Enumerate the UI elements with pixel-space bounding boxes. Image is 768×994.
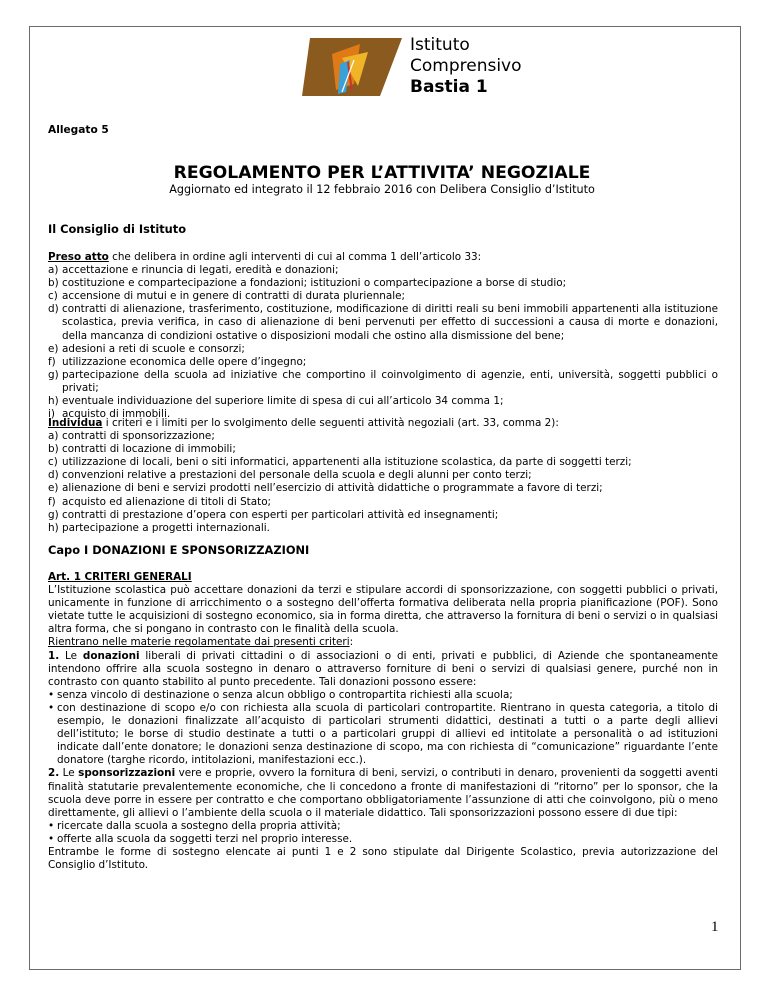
- bullet-icon: •: [48, 688, 55, 701]
- art1-p1-number: 1.: [48, 649, 60, 662]
- art1-heading: Art. 1 CRITERI GENERALI: [48, 571, 192, 583]
- list-item-text: adesioni a reti di scuole e consorzi;: [62, 342, 245, 355]
- art1-p1-bullets: [48, 689, 718, 768]
- list-marker: f): [48, 495, 56, 508]
- list-item-text: acquisto di immobili.: [62, 408, 171, 421]
- logo-line-1: Istituto: [410, 35, 470, 55]
- art1-section: [48, 571, 718, 872]
- preso-atto-list: [48, 264, 718, 421]
- list-item: [48, 469, 718, 482]
- list-item: [48, 290, 718, 303]
- list-marker: h): [48, 395, 59, 408]
- individua-text: i criteri e i limiti per lo svolgimento delle seguenti attività negoziali (art. 33, comma 2):: [102, 417, 559, 429]
- school-logo: [300, 32, 630, 102]
- capo-heading: Capo I DONAZIONI E SPONSORIZZAZIONI: [48, 543, 310, 557]
- bullet-item: [48, 689, 718, 702]
- list-item-text: utilizzazione di locali, beni o siti informatici, appartenenti alla istituzione scolastica, da parte di soggetti terzi;: [62, 456, 632, 469]
- list-marker: f): [48, 355, 56, 368]
- art1-p2-bullets: [48, 820, 718, 846]
- list-marker: g): [48, 368, 59, 381]
- consiglio-heading: Il Consiglio di Istituto: [48, 222, 187, 236]
- list-item: [48, 356, 718, 369]
- list-item-text: contratti di alienazione, trasferimento, costituzione, modificazione di diritti reali su beni immobili appartenenti alla istituzione scolastica, previa verifica, in caso di alienazione di beni pervenuti per effetto di successioni a causa di morte e donazioni, della mancanza di condizioni ostative o disposizioni modali che ostino alla dismissione del bene;: [62, 303, 718, 342]
- document-subtitle: Aggiornato ed integrato il 12 febbraio 2016 con Delibera Consiglio d’Istituto: [169, 183, 595, 196]
- art1-intro: L’Istituzione scolastica può accettare donazioni da terzi e stipulare accordi di sponsorizzazione, con soggetti pubblici o privati, unicamente in funzione di arricchimento o a sostegno dell’offerta formativa deliberata nella propria pianificazione (POF). Sono vietate tutte le acquisizioni di sostegno economico, sia in forma diretta, che attraverso la fornitura di beni o servizi o in qualsiasi altra forma, che si pongano in contrasto con le finalità della scuola.: [48, 584, 718, 636]
- list-marker: a): [48, 430, 59, 443]
- individua-lead: Individua: [48, 417, 103, 429]
- list-item: [48, 264, 718, 277]
- bullet-item: [48, 702, 718, 767]
- art1-p1-pre: Le: [59, 649, 83, 662]
- list-item-text: eventuale individuazione del superiore limite di spesa di cui all’articolo 34 comma 1;: [62, 395, 504, 408]
- art1-closing: Entrambe le forme di sostegno elencate ai punti 1 e 2 sono stipulate dal Dirigente Scolastico, previa autorizzazione del Consiglio d’Istituto.: [48, 845, 718, 872]
- list-marker: c): [48, 456, 58, 469]
- bullet-text: senza vincolo di destinazione o senza alcun obbligo o contropartita richiesti alla scuola;: [57, 688, 513, 701]
- list-item-text: utilizzazione economica delle opere d’ingegno;: [62, 355, 307, 368]
- art1-p1-keyword: donazioni: [82, 649, 140, 662]
- list-item: [48, 369, 718, 395]
- list-marker: d): [48, 469, 59, 482]
- art1-p2-keyword: sponsorizzazioni: [78, 767, 176, 780]
- list-item: [48, 522, 718, 535]
- logo-emblem-icon: [302, 34, 404, 98]
- list-item-text: partecipazione della scuola ad iniziative che comportino il coinvolgimento di agenzie, enti, università, soggetti pubblici o privati;: [62, 368, 718, 394]
- page-number: 1: [711, 919, 719, 935]
- list-marker: i): [48, 408, 55, 421]
- list-item-text: costituzione e compartecipazione a fondazioni; istituzioni o compartecipazione a borse di studio;: [62, 277, 567, 290]
- list-marker: e): [48, 342, 59, 355]
- bullet-text: con destinazione di scopo e/o con richiesta alla scuola di particolari contropartite. Rientrano in questa categoria, a titolo di esempio, le donazioni finalizzate all’acquisto di particolari strumenti didattici, destinati a tutti o a parte degli allievi dell’istituto; le borse di studio destinate a tutti o a particolari gruppi di allievi ed intitolate a personalità o ad istituzioni indicate dall’ente donatore; le donazioni senza destinazione di scopo, ma con richiesta di “comunicazione” riguardante l’ente donatore (targhe ricordo, intitolazioni, manifestazioni ecc.).: [57, 701, 718, 767]
- list-item-text: contratti di prestazione d’opera con esperti per particolari attività ed insegnamenti;: [62, 508, 499, 521]
- preso-atto-text: che delibera in ordine agli interventi di cui al comma 1 dell’articolo 33:: [108, 251, 482, 263]
- preso-atto-lead: Preso atto: [48, 251, 109, 263]
- bullet-icon: •: [48, 819, 55, 832]
- list-item: [48, 509, 718, 522]
- art1-paragraph-2: [48, 767, 718, 819]
- list-item: [48, 443, 718, 456]
- list-item-text: alienazione di beni e servizi prodotti nell’esercizio di attività didattiche o programmate a favore di terzi;: [62, 482, 603, 495]
- bullet-item: [48, 820, 718, 833]
- list-marker: b): [48, 443, 59, 456]
- bullet-text: ricercate dalla scuola a sostegno della propria attività;: [57, 819, 341, 832]
- bullet-icon: •: [48, 701, 55, 714]
- list-marker: b): [48, 277, 59, 290]
- list-marker: h): [48, 521, 59, 534]
- list-item: [48, 456, 718, 469]
- list-item-text: contratti di sponsorizzazione;: [62, 430, 215, 443]
- art1-rientrano-colon: :: [349, 636, 354, 649]
- list-marker: a): [48, 264, 59, 277]
- bullet-item: [48, 833, 718, 846]
- list-marker: g): [48, 508, 59, 521]
- list-item-text: accensione di mutui e in genere di contratti di durata pluriennale;: [62, 290, 406, 303]
- individua-list: [48, 430, 718, 535]
- list-item-text: accettazione e rinuncia di legati, eredità e donazioni;: [62, 264, 339, 277]
- list-item: [48, 303, 718, 342]
- logo-line-2: Comprensivo: [410, 56, 522, 76]
- document-title: REGOLAMENTO PER L’ATTIVITA’ NEGOZIALE: [173, 163, 591, 183]
- art1-p2-number: 2.: [48, 767, 60, 780]
- list-marker: e): [48, 482, 59, 495]
- list-item: [48, 395, 718, 408]
- bullet-text: offerte alla scuola da soggetti terzi nel proprio interesse.: [57, 832, 353, 845]
- art1-p1-text: liberali di privati cittadini o di associazioni o di enti, privati e pubblici, di Aziende che spontaneamente intendono offrire alla scuola sostegno in denaro o attraverso forniture di beni o servizi di qualsiasi genere, purché non in contrasto con quanto stabilito al punto precedente. Tali donazioni possono essere:: [48, 649, 718, 688]
- list-item: [48, 277, 718, 290]
- art1-rientrano: Rientrano nelle materie regolamentate dai presenti criteri: [48, 636, 350, 649]
- individua-section: [48, 417, 718, 535]
- art1-paragraph-1: [48, 650, 718, 689]
- list-item: [48, 343, 718, 356]
- allegato-label: Allegato 5: [48, 124, 109, 136]
- list-marker: d): [48, 303, 59, 316]
- logo-line-3: Bastia 1: [410, 77, 488, 97]
- list-item-text: acquisto ed alienazione di titoli di Stato;: [62, 495, 272, 508]
- list-item: [48, 430, 718, 443]
- list-item-text: partecipazione a progetti internazionali.: [62, 521, 270, 534]
- list-marker: c): [48, 290, 58, 303]
- list-item-text: convenzioni relative a prestazioni del personale della scuola e degli alunni per conto terzi;: [62, 469, 532, 482]
- list-item: [48, 496, 718, 509]
- art1-p2-pre: Le: [59, 767, 79, 780]
- bullet-icon: •: [48, 832, 55, 845]
- list-item: [48, 482, 718, 495]
- preso-atto-section: [48, 251, 718, 421]
- list-item-text: contratti di locazione di immobili;: [62, 443, 236, 456]
- art1-p2-text: vere e proprie, ovvero la fornitura di beni, servizi, o contributi in denaro, provenienti da soggetti aventi finalità statutarie prevalentemente economiche, che li concedono a fronte di manifestazioni di “ritorno” per lo sponsor, che la scuola deve porre in essere per contratto e che comportano obbligatoriamente l’assunzione di atti che coinvolgono, più o meno direttamente, gli allievi o l’ambiente della scuola o il materiale didattico. Tali sponsorizzazioni possono essere di due tipi:: [48, 767, 718, 819]
